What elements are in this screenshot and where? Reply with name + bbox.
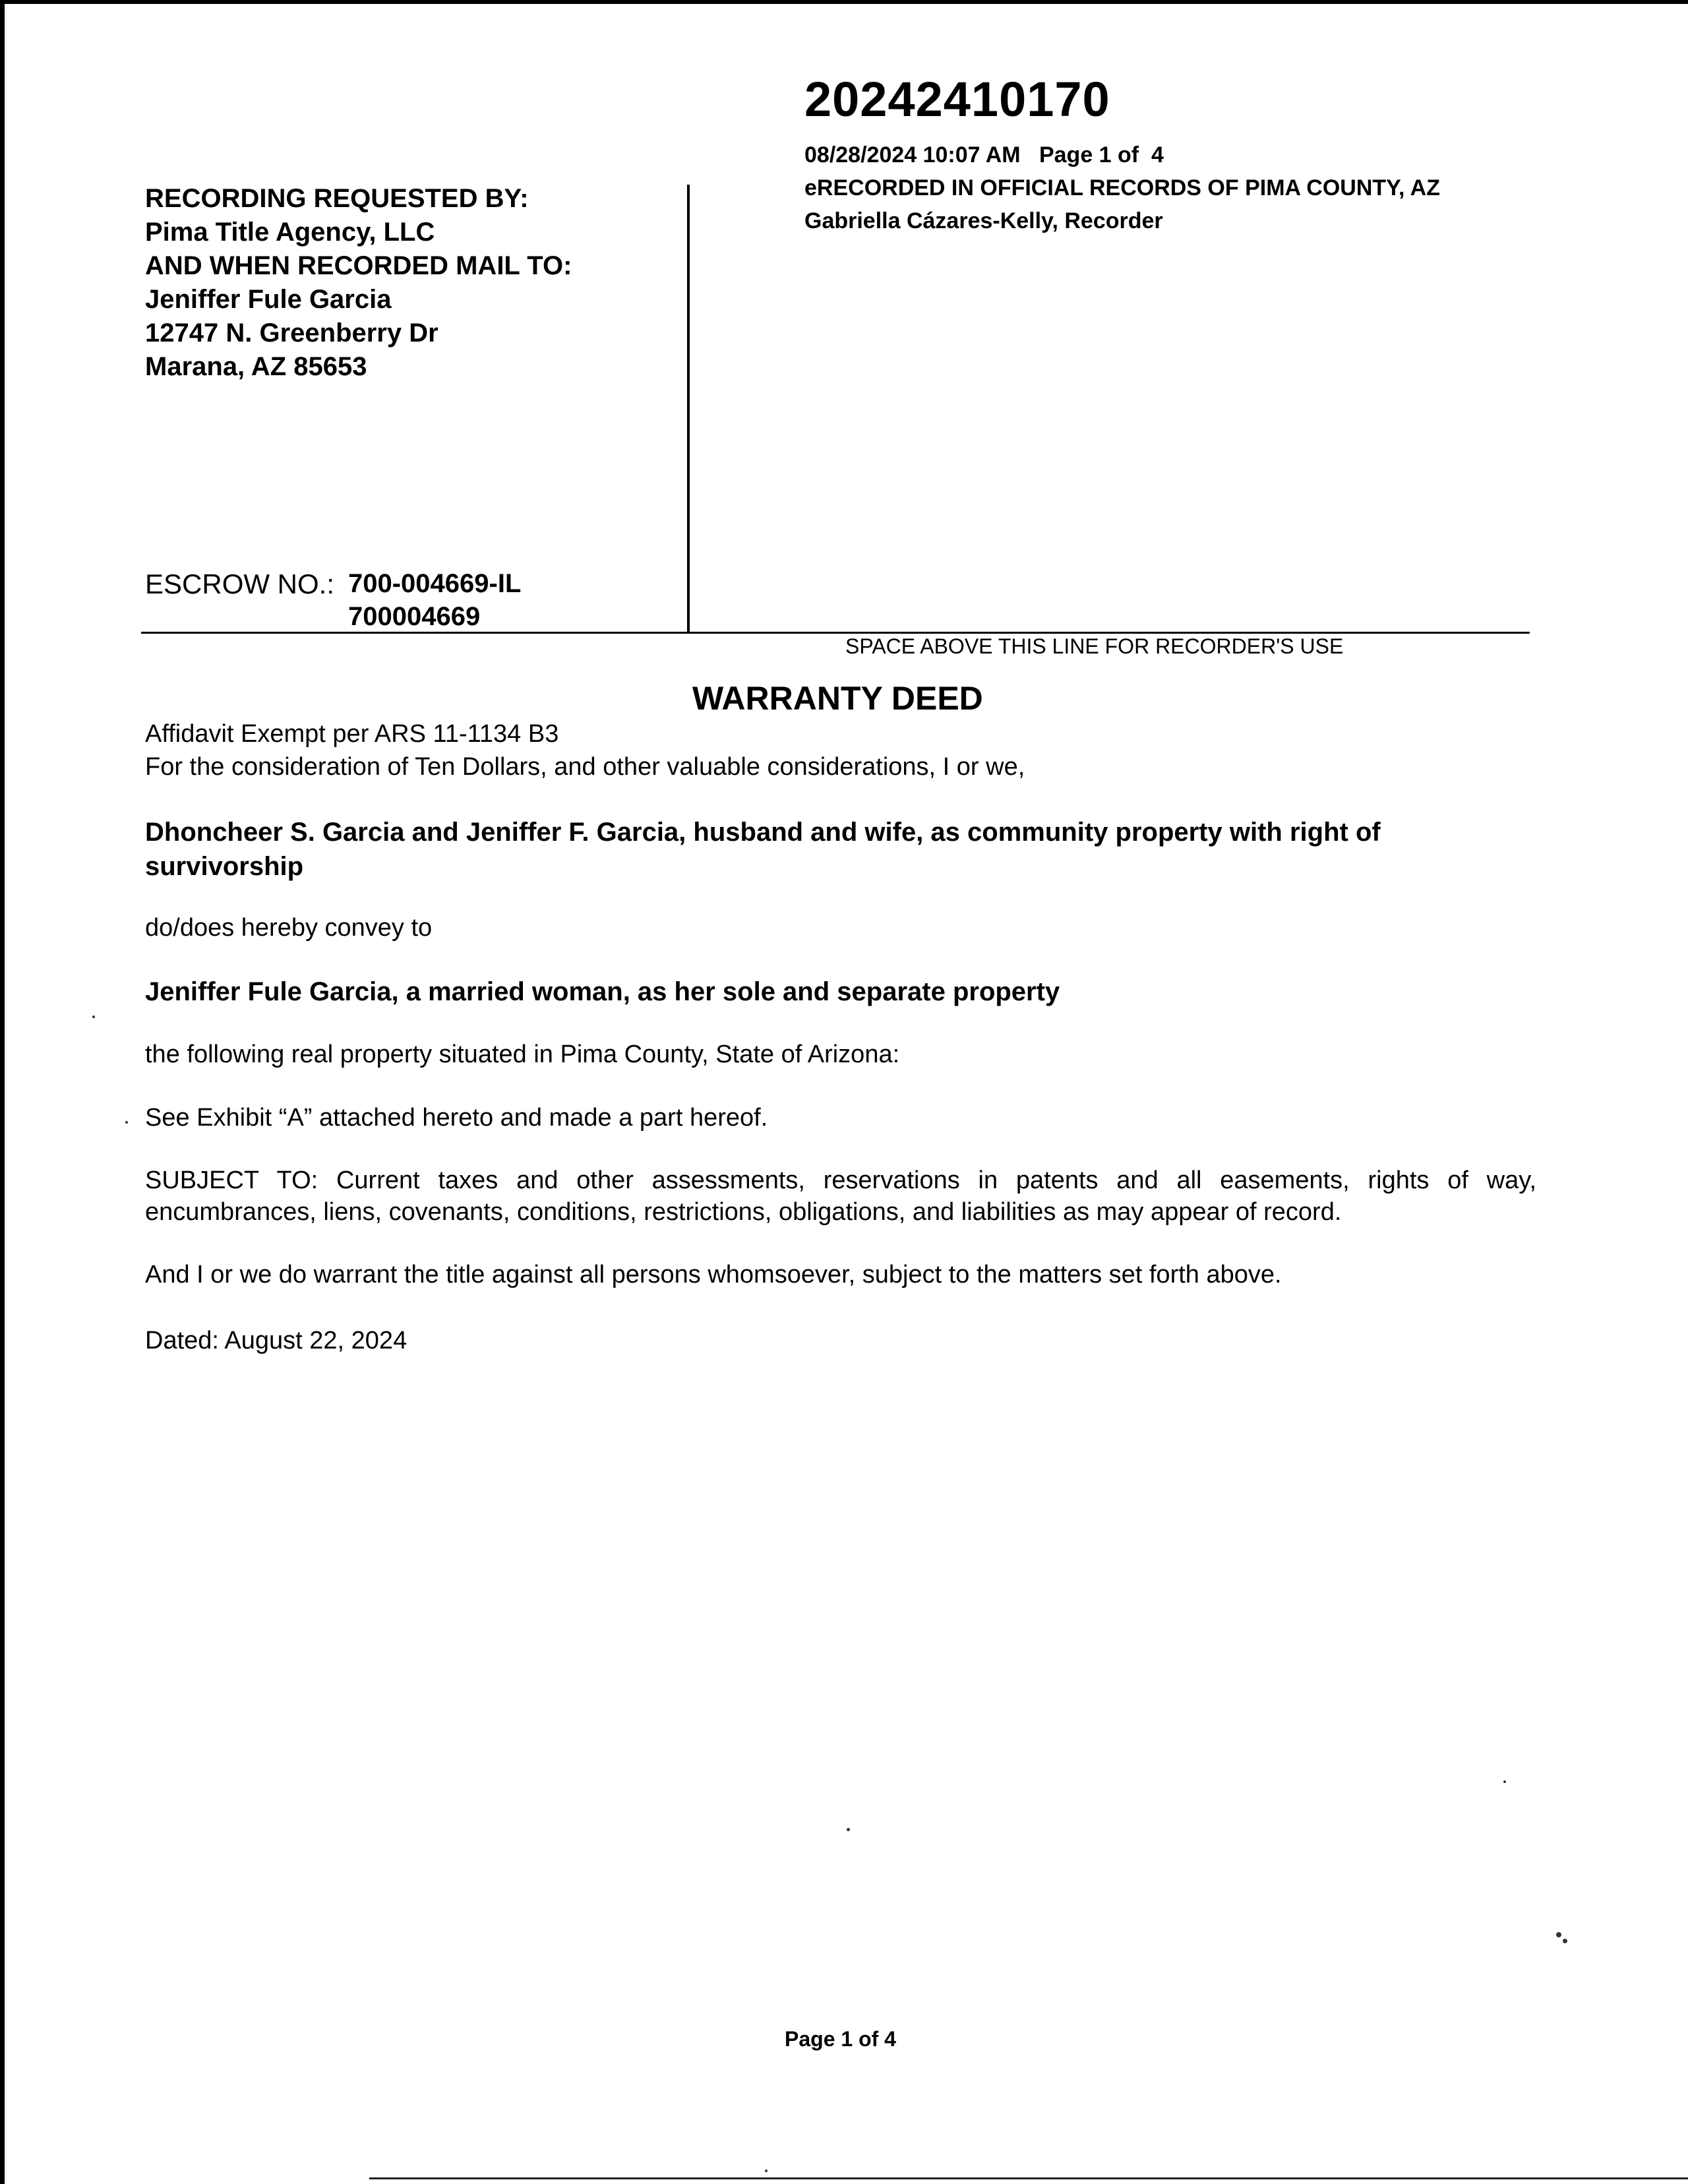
warranty-clause: And I or we do warrant the title against all persons whomsoever, subject to the matters set forth above. xyxy=(145,1261,1282,1289)
title-agency: Pima Title Agency, LLC xyxy=(145,218,435,247)
escrow-label: ESCROW NO.: xyxy=(145,568,335,599)
recorder-space-note: SPACE ABOVE THIS LINE FOR RECORDER'S USE xyxy=(845,634,1344,658)
escrow-number-primary: 700-004669-IL xyxy=(348,569,522,598)
recorder-space-line xyxy=(141,632,1530,634)
scan-speck xyxy=(847,1828,850,1831)
scan-left-border xyxy=(0,0,5,2184)
escrow-numbers xyxy=(348,567,521,633)
dated-line: Dated: August 22, 2024 xyxy=(145,1327,407,1354)
exhibit-reference: See Exhibit “A” attached hereto and made a part hereof. xyxy=(145,1104,768,1132)
mail-to-city: Marana, AZ 85653 xyxy=(145,352,367,381)
requested-by-label: RECORDING REQUESTED BY: xyxy=(145,184,529,213)
scan-speck xyxy=(92,1016,95,1018)
recording-info xyxy=(804,138,1440,237)
affidavit-exempt: Affidavit Exempt per ARS 11-1134 B3 xyxy=(145,720,559,748)
consideration-text: For the consideration of Ten Dollars, and other valuable considerations, I or we, xyxy=(145,753,1025,781)
recording-requested-block xyxy=(145,182,572,384)
recorder-name: Gabriella Cázares-Kelly, Recorder xyxy=(804,208,1163,233)
grantee: Jeniffer Fule Garcia, a married woman, as her sole and separate property xyxy=(145,977,1060,1006)
subject-to-clause: SUBJECT TO: Current taxes and other assessments, reservations in patents and all easements, rights of way, encumbrances, liens, covenants, conditions, restrictions, obligations, and liabilities as may appear of record. xyxy=(145,1167,1536,1226)
scan-bottom-border xyxy=(369,2177,1688,2179)
mail-to-label: AND WHEN RECORDED MAIL TO: xyxy=(145,251,572,280)
document-number: 20242410170 xyxy=(804,72,1110,127)
scan-speck xyxy=(1503,1780,1506,1783)
mail-to-name: Jeniffer Fule Garcia xyxy=(145,285,392,314)
mail-to-street: 12747 N. Greenberry Dr xyxy=(145,318,438,348)
header-divider-vertical xyxy=(687,185,690,632)
deed-title: WARRANTY DEED xyxy=(692,680,983,717)
scan-speck xyxy=(1563,1939,1567,1943)
grantors-line-2: survivorship xyxy=(145,852,304,881)
convey-text: do/does hereby convey to xyxy=(145,914,433,942)
escrow-number-secondary: 700004669 xyxy=(348,602,481,631)
property-location: the following real property situated in Pima County, State of Arizona: xyxy=(145,1041,900,1068)
scan-speck xyxy=(125,1121,128,1124)
page-footer: Page 1 of 4 xyxy=(785,2027,896,2051)
scan-top-border xyxy=(0,0,1688,4)
recording-datetime-page: 08/28/2024 10:07 AM Page 1 of 4 xyxy=(804,142,1164,167)
grantors-line-1: Dhoncheer S. Garcia and Jeniffer F. Garcia, husband and wife, as community property with right of xyxy=(145,818,1381,847)
grantors xyxy=(145,815,1381,884)
recorded-in-official-records: eRECORDED IN OFFICIAL RECORDS OF PIMA COUNTY, AZ xyxy=(804,175,1441,200)
scan-speck xyxy=(765,2169,768,2172)
scan-speck xyxy=(1556,1932,1561,1937)
